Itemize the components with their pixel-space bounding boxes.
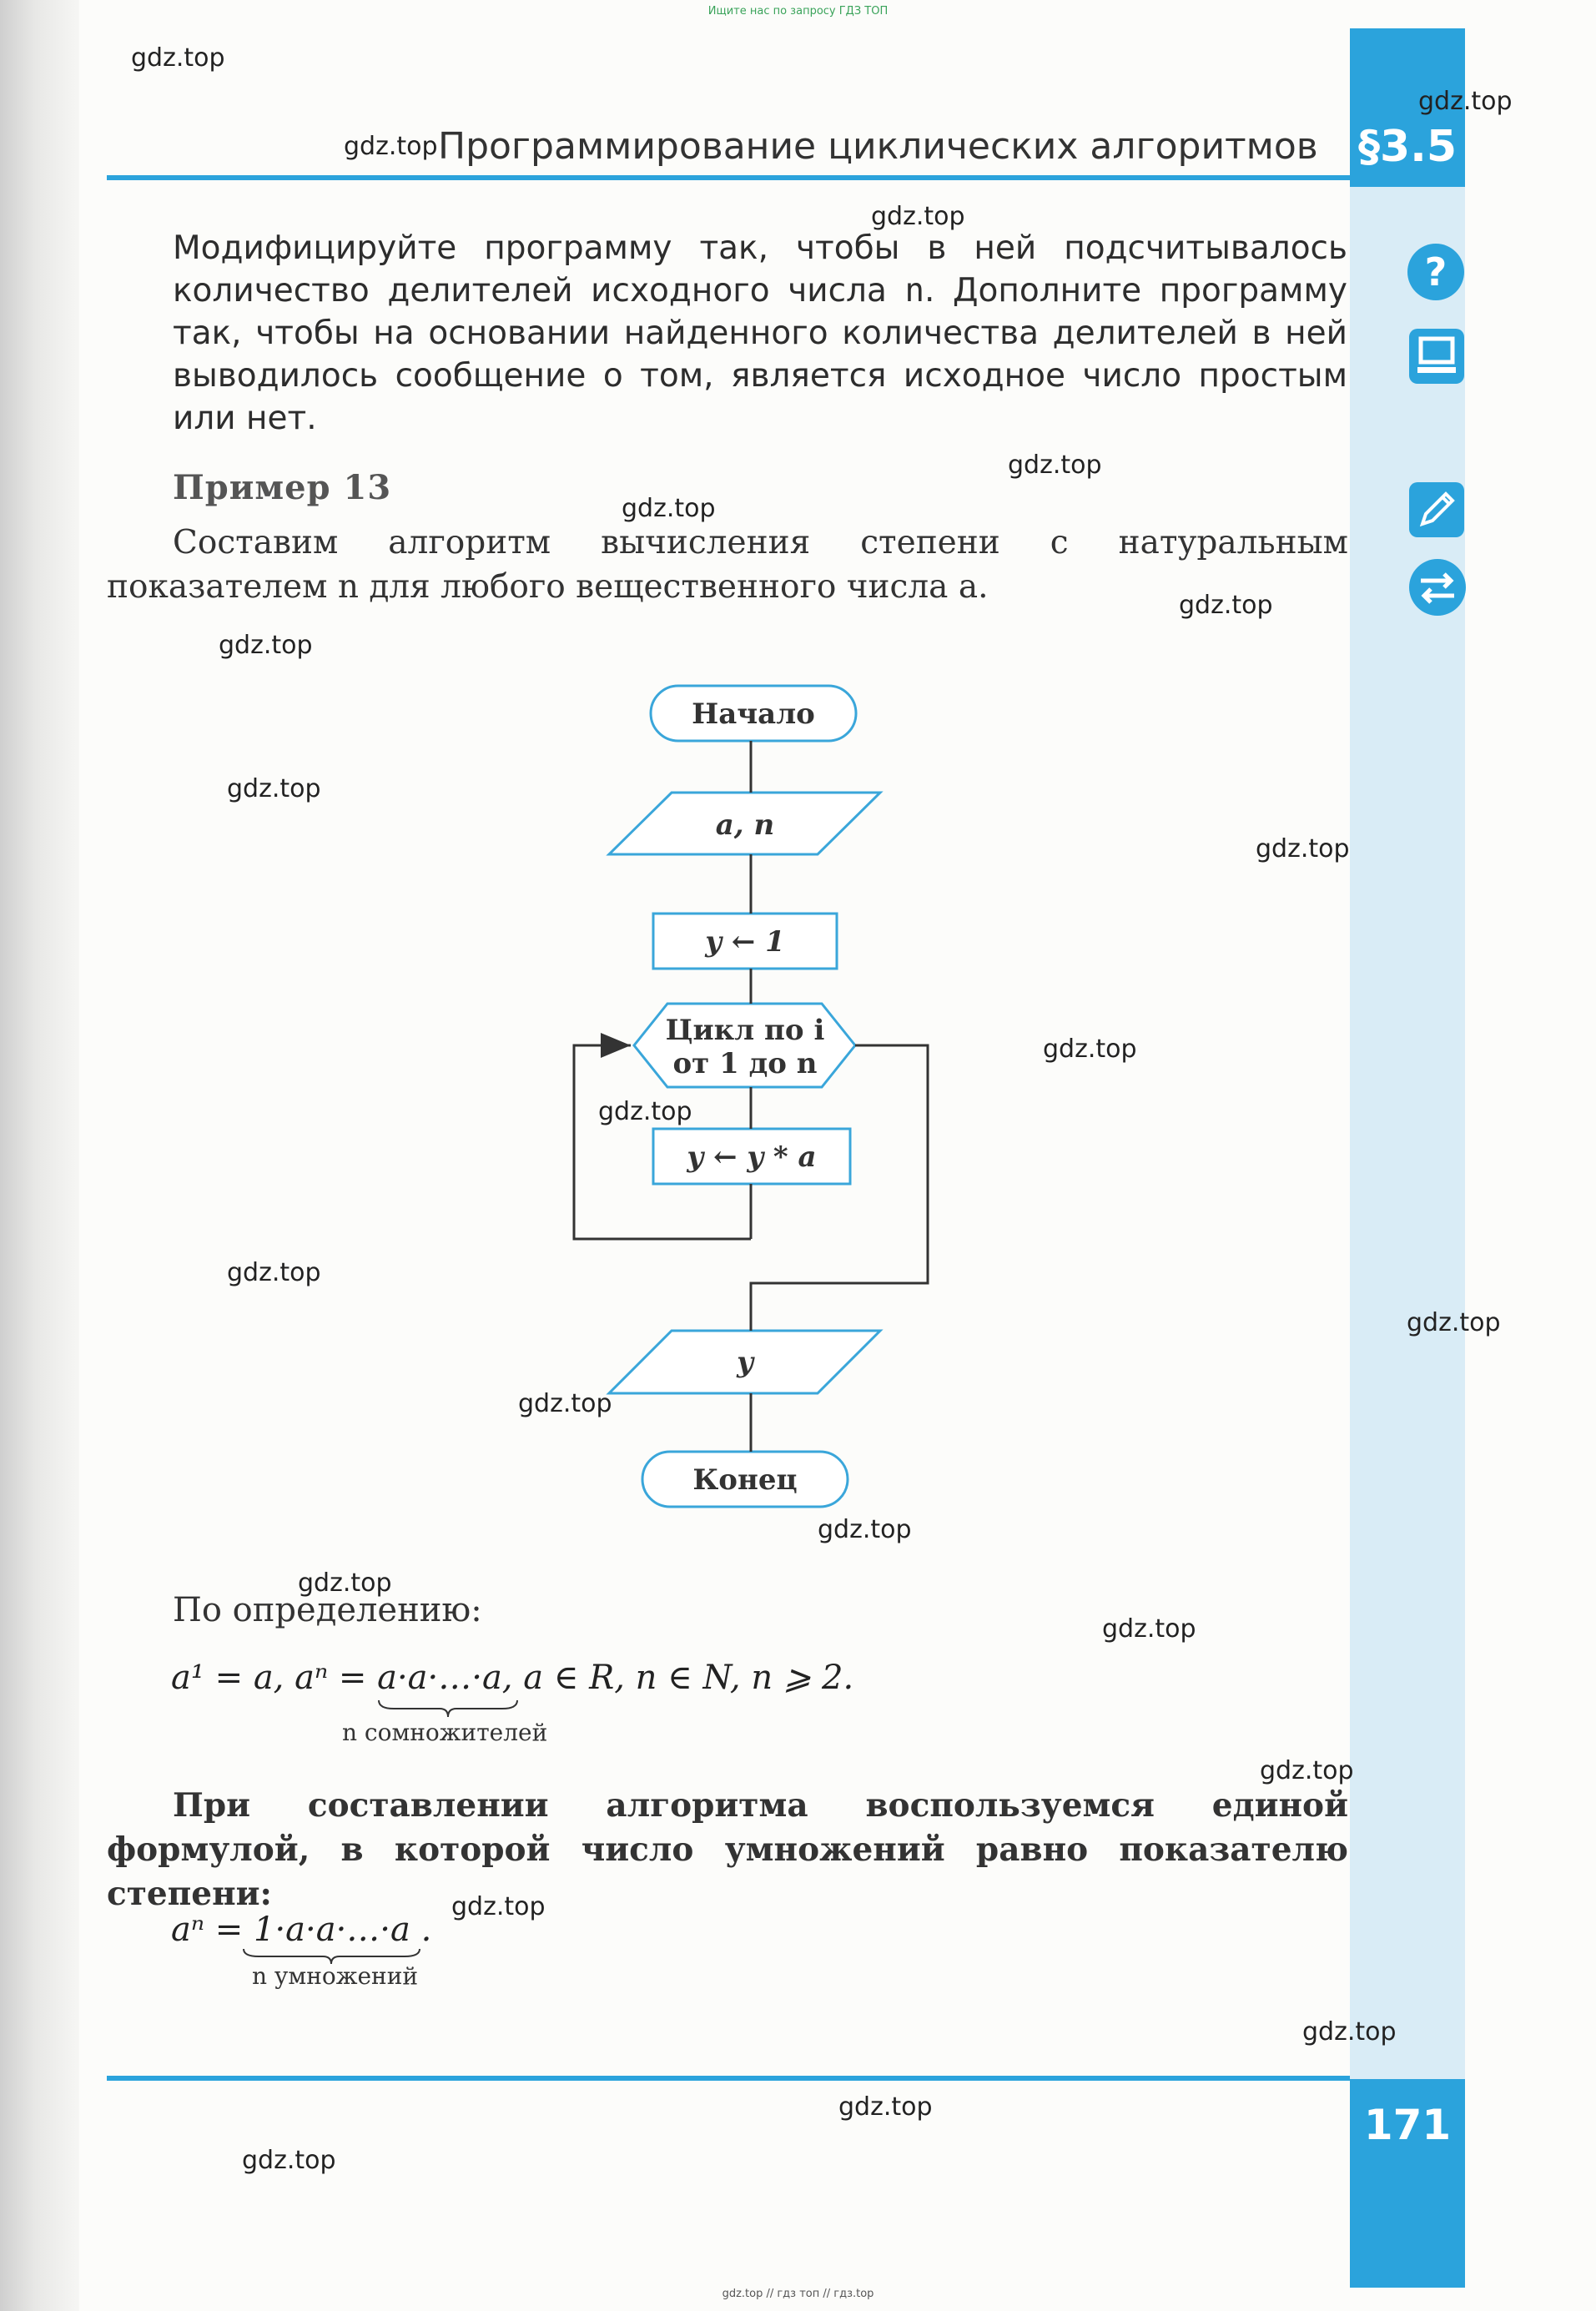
watermark: gdz.top (1302, 2017, 1397, 2047)
pencil-icon (1407, 481, 1466, 539)
watermark: gdz.top (1418, 87, 1513, 116)
watermark: gdz.top (219, 631, 313, 660)
watermark: gdz.top (1102, 1614, 1196, 1644)
power-product-formula: aⁿ = 1·a·a·…·a . (171, 1911, 432, 1949)
footer-rule (107, 2076, 1350, 2081)
watermark: gdz.top (622, 494, 716, 523)
flow-start-label: Начало (692, 697, 815, 731)
watermark: gdz.top (227, 774, 321, 803)
formula-intro: При составлении алгоритма воспользуемся единой формулой, в которой число умножений равно показателю степени: (107, 1786, 1348, 1913)
section-badge: §3.5 (1357, 122, 1458, 172)
watermark: gdz.top (131, 43, 225, 73)
flow-init-label: y ← 1 (705, 925, 785, 959)
watermark: gdz.top (1043, 1035, 1137, 1064)
watermark: gdz.top (344, 132, 438, 161)
formula2-note: n умножений (252, 1962, 419, 1990)
power-definition-formula: a¹ = a, aⁿ = a·a·…·a, a ∈ R, n ∈ N, n ⩾ 2. (171, 1659, 854, 1697)
watermark: gdz.top (871, 202, 965, 231)
header-rule (107, 175, 1350, 180)
watermark: gdz.top (227, 1258, 321, 1287)
example-heading: Пример 13 (173, 468, 392, 507)
page-spine-shadow (0, 0, 79, 2311)
watermark: gdz.top (818, 1515, 912, 1544)
flow-body-label: y ← y * a (687, 1140, 817, 1174)
watermark: gdz.top (1260, 1756, 1354, 1785)
svg-text:?: ? (1424, 249, 1447, 295)
flow-loop-label-1: Цикл по i (665, 1014, 825, 1047)
watermark: gdz.top (451, 1892, 546, 1921)
underbrace-1 (377, 1699, 519, 1719)
flow-input-label: a, n (715, 808, 775, 842)
top-note: Ищите нас по запросу ГДЗ ТОП (707, 5, 889, 18)
exercise-text-b: . Дополните программу так, чтобы на основании найденного количества делителей в ней выводилось сообщение о том, является исходное число простым или нет. (173, 272, 1347, 437)
watermark: gdz.top (1256, 834, 1350, 863)
watermark: gdz.top (1008, 451, 1102, 480)
watermark: gdz.top (242, 2146, 336, 2175)
watermark: gdz.top (1179, 591, 1273, 620)
flow-end-label: Конец (692, 1463, 798, 1497)
exercise-variable: n (904, 272, 924, 310)
page-title: Программирование циклических алгоритмов (438, 125, 1318, 168)
bottom-note: gdz.top // гдз топ // гдз.top (722, 2288, 874, 2300)
definition-intro: По определению: (173, 1591, 482, 1629)
flow-output-label: y (737, 1346, 753, 1379)
exercise-paragraph (173, 227, 1347, 440)
watermark: gdz.top (598, 1097, 692, 1126)
page-number: 171 (1363, 2101, 1452, 2149)
example-description: Составим алгоритм вычисления степени с натуральным показателем n для любого вещественного числа a. (107, 524, 1348, 606)
formula1-note: n сомножителей (342, 1719, 548, 1746)
watermark: gdz.top (298, 1568, 392, 1598)
exchange-icon (1407, 557, 1468, 617)
flow-loop-label-2: от 1 до n (672, 1047, 818, 1080)
question-icon (1406, 242, 1466, 302)
watermark: gdz.top (1407, 1308, 1501, 1337)
computer-icon (1407, 327, 1466, 385)
watermark: gdz.top (518, 1389, 612, 1418)
exercise-text-a: Модифицируйте программу так, чтобы в ней подсчитывалось количество делителей исходного числа (173, 229, 1347, 310)
watermark: gdz.top (838, 2092, 933, 2122)
